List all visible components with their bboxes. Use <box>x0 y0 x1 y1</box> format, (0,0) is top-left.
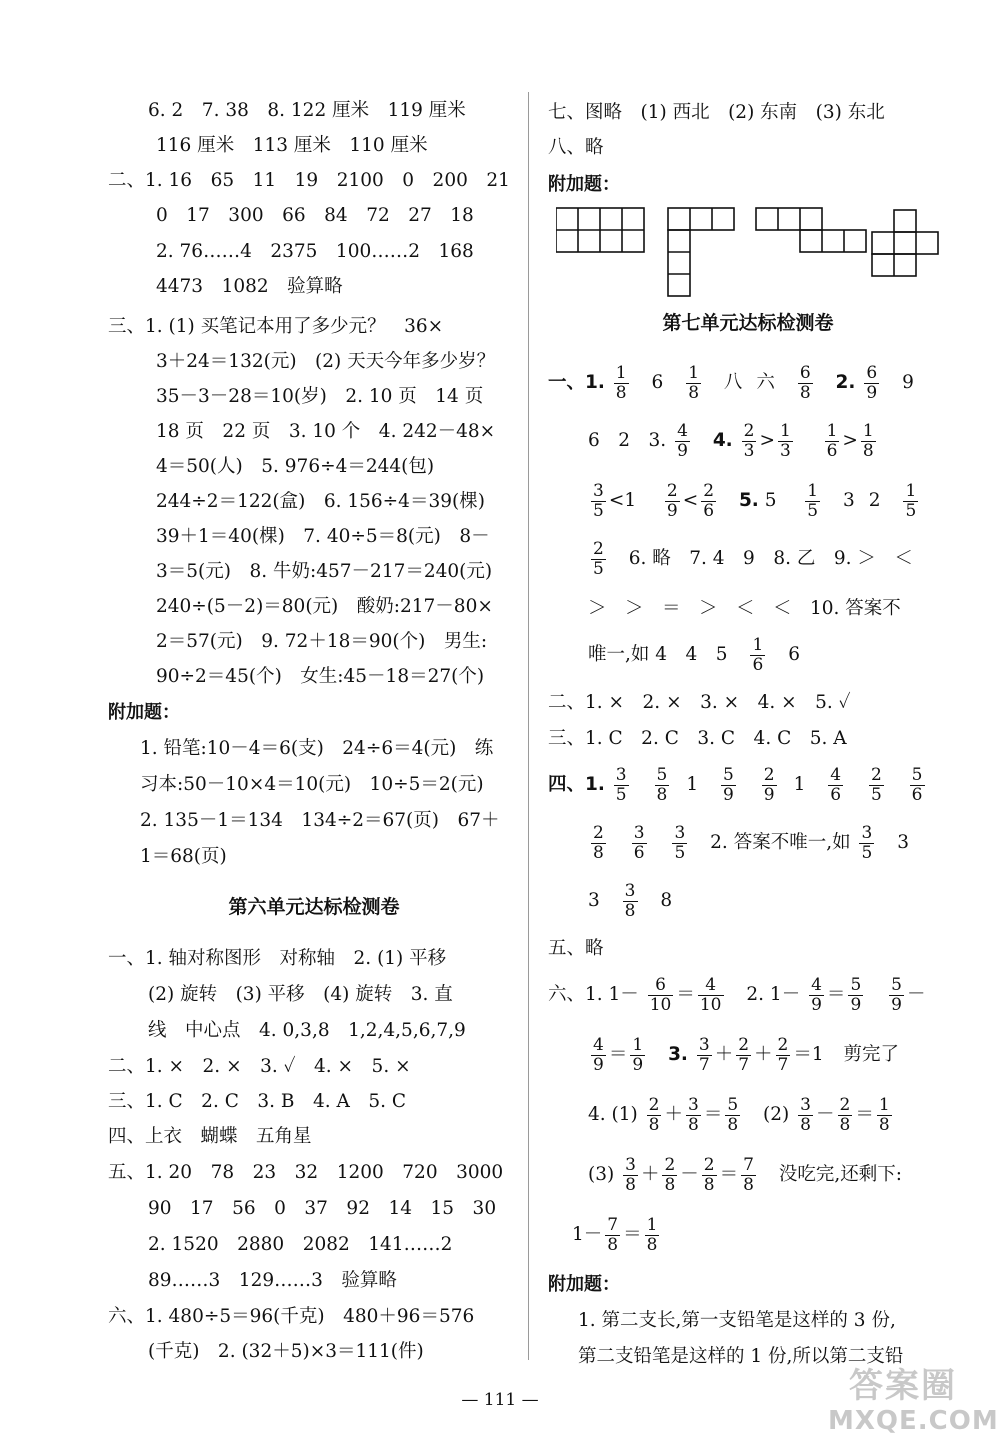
answer-line: (3) $\frac{3}{8}$ ＋ $\frac{2}{8}$ － $\frac{2}{8}$ ＝ $\frac{7}{8}$ 没吃完,还剩下: <box>588 1154 902 1195</box>
fraction: $\frac{6}{10}$ <box>649 974 672 1015</box>
fraction: $\frac{7}{8}$ <box>743 1154 754 1195</box>
fraction: $\frac{1}{8}$ <box>688 362 700 403</box>
extra-heading: 附加题： <box>548 174 620 195</box>
fraction: $\frac{5}{8}$ <box>727 1094 739 1135</box>
fraction: $\frac{3}{5}$ <box>593 480 604 521</box>
answer-line: 90 17 56 0 37 92 14 15 30 <box>148 1198 497 1219</box>
answer-line: 1－ $\frac{7}{8}$ ＝ $\frac{1}{8}$ <box>572 1214 658 1255</box>
fraction: $\frac{4}{6}$ <box>830 764 842 805</box>
fraction: $\frac{3}{8}$ <box>624 880 636 921</box>
answer-line: 第二支铅笔是这样的 1 份,所以第二支铅 <box>578 1346 904 1367</box>
answer-line: 2. 135－1＝134 134÷2＝67(页) 67＋ <box>140 810 500 831</box>
fraction: $\frac{1}{9}$ <box>632 1034 644 1075</box>
answer-line: (2) 旋转 (3) 平移 (4) 旋转 3. 直 <box>148 984 453 1005</box>
answer-line: ＞ ＞ ＝ ＞ ＜ ＜ 10. 答案不 <box>588 598 901 619</box>
fraction: $\frac{3}{5}$ <box>674 822 686 863</box>
fraction: $\frac{5}{8}$ <box>656 764 668 805</box>
fraction: $\frac{1}{5}$ <box>905 480 917 521</box>
fraction: $\frac{3}{5}$ <box>615 764 627 805</box>
fraction: $\frac{3}{5}$ <box>861 822 873 863</box>
fraction: $\frac{5}{6}$ <box>911 764 923 805</box>
answer-line: 六、1. 1－ $\frac{6}{10}$ ＝ $\frac{4}{10}$ 2. 1－ $\frac{4}{9}$ ＝ $\frac{5}{9}$ $\frac{5}{9}$ － <box>548 974 926 1015</box>
fraction: $\frac{1}{8}$ <box>646 1214 658 1255</box>
answer-line: 习本:50－10×4＝10(元) 10÷5＝2(元) <box>140 774 484 795</box>
answer-line: 18 页 22 页 3. 10 个 4. 242－48× <box>156 421 496 442</box>
fraction: $\frac{2}{5}$ <box>593 538 604 579</box>
answer-line: 四、1. $\frac{3}{5}$ $\frac{5}{8}$ 1 $\frac{5}{9}$ $\frac{2}{9}$ 1 $\frac{4}{6}$ $\frac{2}{5}$ $\frac{5}{6}$ <box>548 764 923 805</box>
cube-net-figures <box>556 202 956 378</box>
answer-line: 唯一,如 4 4 5 $\frac{1}{6}$ 6 <box>588 634 800 675</box>
fraction: $\frac{2}{6}$ <box>703 480 715 521</box>
cube-net-3 <box>756 208 866 252</box>
answer-line: 39＋1＝40(棵) 7. 40÷5＝8(元) 8－ <box>156 526 490 547</box>
page-number: — 111 — <box>461 1390 539 1410</box>
fraction: $\frac{4}{9}$ <box>811 974 822 1015</box>
fraction: $\frac{1}{8}$ <box>878 1094 890 1135</box>
answer-line: 2. 1520 2880 2082 141……2 <box>148 1234 453 1255</box>
fraction: $\frac{5}{9}$ <box>891 974 902 1015</box>
answer-line: 3 $\frac{3}{8}$ 8 <box>588 880 673 921</box>
answer-line: $\frac{4}{9}$ ＝ $\frac{1}{9}$ 3. $\frac{3}{7}$ ＋ $\frac{2}{7}$ ＋ $\frac{2}{7}$ ＝1 剪完了 <box>593 1034 900 1075</box>
answer-line: 二、1. × 2. × 3. ✓ 4. × 5. × <box>108 1056 411 1077</box>
answer-line: 4＝50(人) 5. 976÷4＝244(包) <box>156 456 435 477</box>
fraction: $\frac{2}{7}$ <box>777 1034 789 1075</box>
answer-line: 八、略 <box>548 137 604 158</box>
fraction: $\frac{4}{10}$ <box>699 974 722 1015</box>
cube-net-4 <box>872 210 938 276</box>
answer-line: 三、1. C 2. C 3. B 4. A 5. C <box>108 1091 407 1112</box>
fraction: $\frac{2}{5}$ <box>870 764 882 805</box>
answer-line: $\frac{3}{5}$ <1 $\frac{2}{9}$ < $\frac{2}{6}$ 5. 5 $\frac{1}{5}$ 3 2 $\frac{1}{5}$ <box>593 480 917 521</box>
section-title-unit6: 第六单元达标检测卷 <box>228 896 400 918</box>
answer-line: 4473 1082 验算略 <box>156 276 343 297</box>
answer-line: 2＝57(元) 9. 72＋18＝90(个) 男生: <box>156 631 488 652</box>
answer-line: 1＝68(页) <box>140 846 227 867</box>
answer-line: 四、上衣 蝴蝶 五角星 <box>108 1126 312 1147</box>
column-divider <box>528 92 529 1360</box>
fraction: $\frac{2}{9}$ <box>763 764 775 805</box>
fraction: $\frac{3}{8}$ <box>687 1094 699 1135</box>
answer-line: 五、1. 20 78 23 32 1200 720 3000 <box>108 1162 504 1183</box>
fraction: $\frac{2}{8}$ <box>703 1154 715 1195</box>
answer-line: $\frac{2}{8}$ $\frac{3}{6}$ $\frac{3}{5}$ 2. 答案不唯一,如 $\frac{3}{5}$ 3 <box>593 822 909 863</box>
answer-line: $\frac{2}{5}$ 6. 略 7. 4 9 8. 乙 9. ＞ ＜ <box>593 538 913 579</box>
fraction: $\frac{3}{7}$ <box>698 1034 710 1075</box>
answer-line: 35－3－28＝10(岁) 2. 10 页 14 页 <box>156 386 484 407</box>
answer-line: 3＋24＝132(元) (2) 天天今年多少岁？ <box>156 351 496 372</box>
answer-line: (千克) 2. (32＋5)×3＝111(件) <box>148 1341 424 1362</box>
fraction: $\frac{3}{8}$ <box>625 1154 636 1195</box>
answer-line: 1. 第二支长,第一支铅笔是这样的 3 份, <box>578 1310 896 1331</box>
fraction: $\frac{1}{6}$ <box>752 634 764 675</box>
section-title-unit7: 第七单元达标检测卷 <box>662 312 834 334</box>
answer-line: 90÷2＝45(个) 女生:45－18＝27(个) <box>156 666 485 687</box>
fraction: $\frac{6}{8}$ <box>799 362 811 403</box>
fraction: $\frac{2}{8}$ <box>593 822 604 863</box>
answer-line: 线 中心点 4. 0,3,8 1,2,4,5,6,7,9 <box>148 1020 466 1041</box>
cube-net-2 <box>668 208 734 296</box>
fraction: $\frac{6}{9}$ <box>866 362 878 403</box>
answer-line: 116 厘米 113 厘米 110 厘米 <box>156 135 428 156</box>
fraction: $\frac{2}{9}$ <box>666 480 678 521</box>
answer-line: 0 17 300 66 84 72 27 18 <box>156 205 474 226</box>
fraction: $\frac{1}{8}$ <box>862 420 874 461</box>
fraction: $\frac{4}{9}$ <box>593 1034 604 1075</box>
fraction: $\frac{5}{9}$ <box>723 764 734 805</box>
answer-line: 244÷2＝122(盒) 6. 156÷4＝39(棵) <box>156 491 485 512</box>
answer-line: 二、1. 16 65 11 19 2100 0 200 21 <box>108 170 510 191</box>
answer-line: 二、1. × 2. × 3. × 4. × 5. ✓ <box>548 692 851 713</box>
answer-line: 3＝5(元) 8. 牛奶:457－217＝240(元) <box>156 561 493 582</box>
answer-line: 七、图略 (1) 西北 (2) 东南 (3) 东北 <box>548 102 885 123</box>
answer-line: 六、1. 480÷5＝96(千克) 480＋96＝576 <box>108 1306 475 1327</box>
fraction: $\frac{1}{3}$ <box>779 420 791 461</box>
answer-line: 三、1. (1) 买笔记本用了多少元？ 36× <box>108 316 444 337</box>
watermark-logo: 答案圈 MXQE.COM <box>828 1366 999 1436</box>
fraction: $\frac{2}{8}$ <box>664 1154 676 1195</box>
fraction: $\frac{2}{3}$ <box>743 420 755 461</box>
answer-line: 五、略 <box>548 938 604 959</box>
fraction: $\frac{3}{8}$ <box>800 1094 811 1135</box>
answer-line: 6. 2 7. 38 8. 122 厘米 119 厘米 <box>148 100 466 121</box>
fraction: $\frac{1}{6}$ <box>826 420 838 461</box>
cube-net-1 <box>556 208 644 252</box>
fraction: $\frac{2}{7}$ <box>738 1034 750 1075</box>
answer-line: 89……3 129……3 验算略 <box>148 1270 397 1291</box>
answer-line: 三、1. C 2. C 3. C 4. C 5. A <box>548 728 847 749</box>
fraction: $\frac{3}{6}$ <box>633 822 645 863</box>
answer-line: 4. (1) $\frac{2}{8}$ ＋ $\frac{3}{8}$ ＝ $\frac{5}{8}$ (2) $\frac{3}{8}$ － $\frac{2}{8}$ ＝ $\frac{1}{8}$ <box>588 1094 890 1135</box>
extra-heading: 附加题： <box>548 1274 620 1295</box>
answer-line: 一、1. 轴对称图形 对称轴 2. (1) 平移 <box>108 948 447 969</box>
fraction: $\frac{1}{8}$ <box>615 362 627 403</box>
answer-line: 6 2 3. $\frac{4}{9}$ 4. $\frac{2}{3}$ > $\frac{1}{3}$ $\frac{1}{6}$ > $\frac{1}{8}$ <box>588 420 874 461</box>
answer-line: 2. 76……4 2375 100……2 168 <box>156 241 474 262</box>
answer-line: 1. 铅笔:10－4＝6(支) 24÷6＝4(元) 练 <box>140 738 494 759</box>
fraction: $\frac{5}{9}$ <box>850 974 862 1015</box>
extra-heading: 附加题： <box>108 702 180 723</box>
answer-line: 一、1. $\frac{1}{8}$ 6 $\frac{1}{8}$ 八 六 $\frac{6}{8}$ 2. $\frac{6}{9}$ 9 <box>548 362 914 403</box>
fraction: $\frac{4}{9}$ <box>677 420 688 461</box>
answer-line: 240÷(5－2)＝80(元) 酸奶:217－80× <box>156 596 493 617</box>
fraction: $\frac{2}{8}$ <box>839 1094 851 1135</box>
fraction: $\frac{1}{5}$ <box>807 480 819 521</box>
fraction: $\frac{7}{8}$ <box>607 1214 619 1255</box>
fraction: $\frac{2}{8}$ <box>648 1094 660 1135</box>
